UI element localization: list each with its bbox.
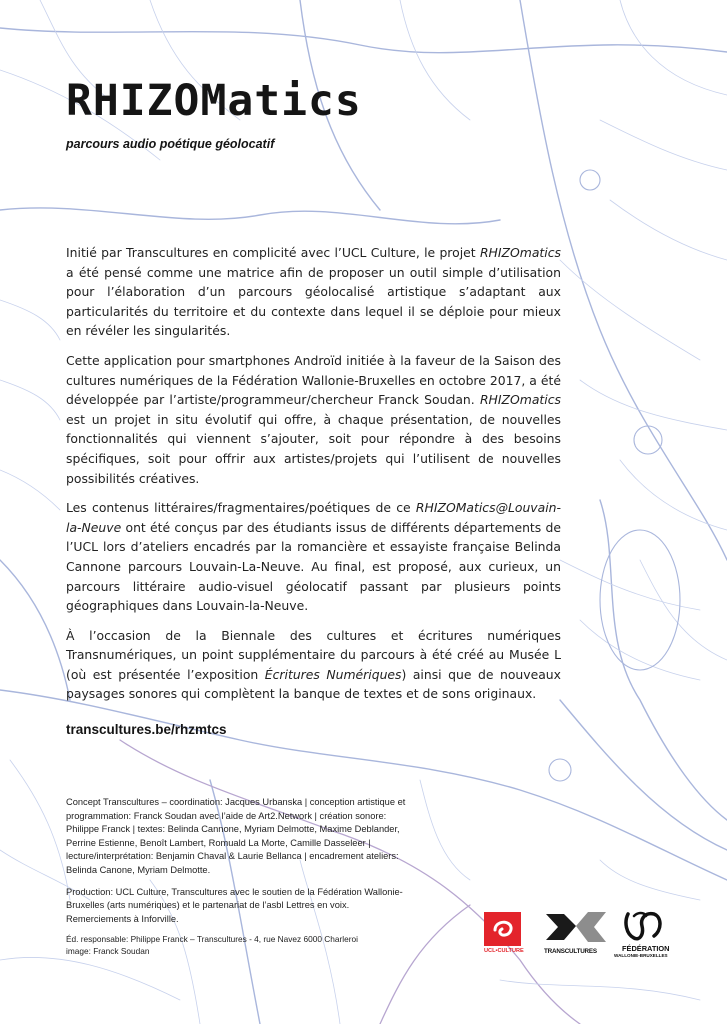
paragraph-2: Cette application pour smartphones Androïd initiée à la faveur de la Saison des cultures numériques de la Fédération Wallonie-Bruxelles en octobre 2017, a été développée par l’artiste/programmeur/chercheur Franck Soudan. RHIZOmatics est un projet in situ évolutif qui offre, à chaque présentation, de nouvelles fonctionnalités qui viennent s’ajouter, soit pour répondre à des besoins spécifiques, soit pour offrir aux artistes/projets qui l’utilisent de nouvelles possibilités créatives. — [66, 352, 561, 486]
paragraph-3: Les contenus littéraires/fragmentaires/poétiques de ce RHIZOMatics@Louvain-la-Neuve ont été conçus par des étudiants issus de différents départements de l’UCL lors d’ateliers encadrés par la romancière et essayiste française Belinda Cannone parcours Louvain-La-Neuve. Au final, est proposé, aux curieux, un parcours littéraire audio-visuel géolocatif passant par plusieurs points géographiques dans Louvain-la-Neuve. — [66, 500, 561, 614]
credits-block — [66, 796, 406, 957]
image-credit: image: Franck Soudan — [66, 945, 150, 956]
paragraph-1: Initié par Transcultures en complicité avec l’UCL Culture, le projet RHIZOmatics a été pensé comme une matrice afin de proposer un outil simple d’utilisation pour l’élaboration d’un parcours géolocalisé artistique s’adaptant aux particularités du territoire et du contexte dans lequel il se déploie pour mieux en révéler les singularités. — [66, 245, 561, 339]
credits-concept: Concept Transcultures – coordination: Jacques Urbanska | conception artistique et programmation: Franck Soudan avec l’aide de Art2.Network | création sonore: Philippe Franck | textes: Belinda Cannone, Myriam Delmotte, Maxime Deblander, Perrine Estienne, Benoît Lambert, Romuald La Morte, Camille Dasseleer | lecture/interprétation: Benjamin Chaval & Laurie Bellanca | encadrement ateliers: Belinda Canone, Myriam Delmotte. — [66, 797, 406, 875]
federation-wallonie-bruxelles-logo: FÉDÉRATION WALLONIE-BRUXELLES — [620, 908, 672, 958]
body-text — [66, 243, 561, 714]
transcultures-mark-icon — [544, 910, 608, 946]
fwb-rooster-icon — [620, 908, 666, 942]
editor-responsible: Éd. responsable: Philippe Franck – Transcultures - 4, rue Navez 6000 Charleroi — [66, 934, 358, 945]
ucl-swirl-icon — [490, 918, 516, 940]
ucl-culture-logo: UCL•CULTURE — [484, 912, 521, 958]
page-subtitle: parcours audio poétique géolocatif — [66, 137, 275, 151]
credits-production: Production: UCL Culture, Transcultures avec le soutien de la Fédération Wallonie-Bruxelles (arts numériques) et le partenariat de l’asbl Lettres en voix. Remerciements à Inforville. — [66, 886, 403, 924]
website-link[interactable]: transcultures.be/rhzmtcs — [66, 722, 227, 737]
partner-logos — [484, 908, 674, 968]
transcultures-logo: TRANSCULTURES — [544, 910, 608, 958]
page-title: RHIZOMatics — [66, 76, 362, 126]
paragraph-4: À l’occasion de la Biennale des cultures et écritures numériques Transnumériques, un point supplémentaire du parcours à été créé au Musée L (où est présentée l’exposition Écritures Numériques) ainsi que de nouveaux paysages sonores qui complètent la banque de textes et de sons originaux. — [66, 627, 561, 702]
